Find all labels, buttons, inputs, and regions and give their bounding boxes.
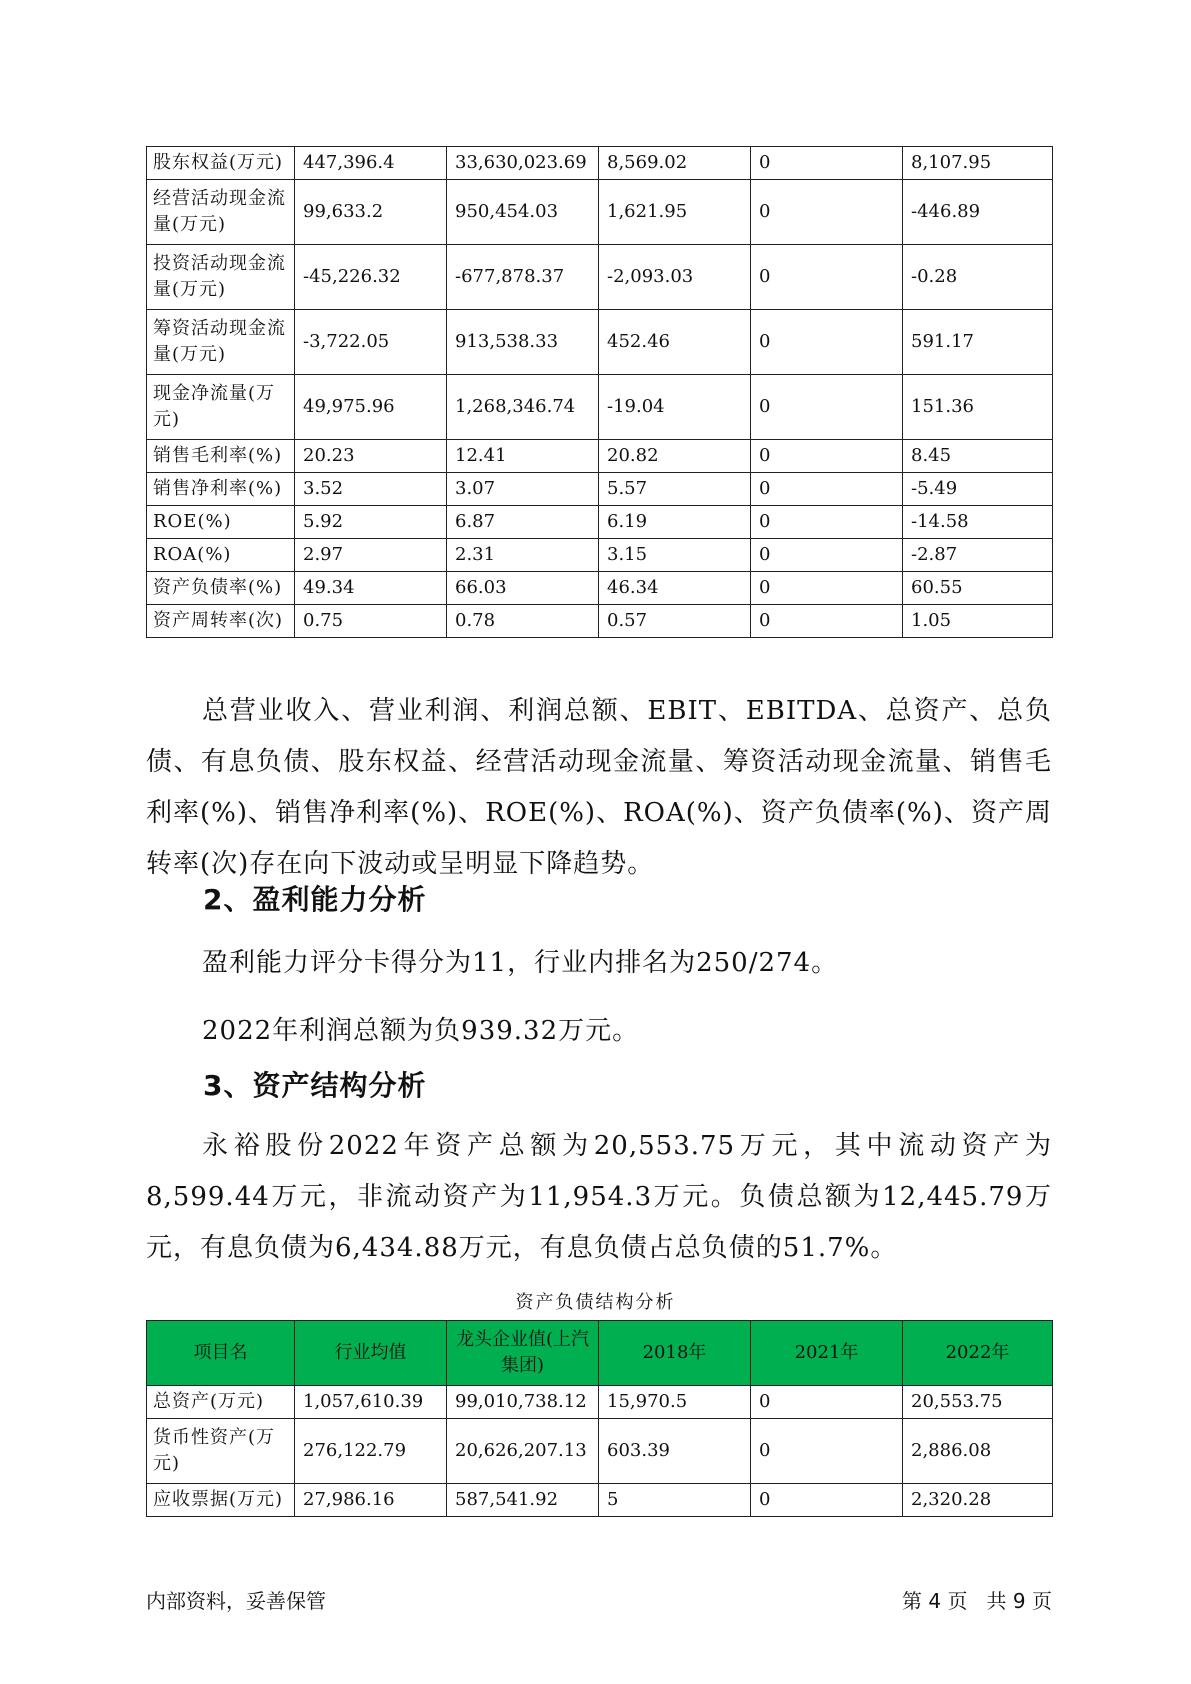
cell-2018: 6.19	[599, 506, 751, 539]
table-header-row	[147, 1321, 1053, 1386]
cell-leader: 0.78	[447, 605, 599, 638]
row-label: 资产负债率(%)	[147, 572, 295, 605]
table-row	[147, 375, 1053, 440]
cell-leader: 950,454.03	[447, 180, 599, 245]
section-heading-profitability: 2、盈利能力分析	[203, 883, 427, 916]
table-row	[147, 440, 1053, 473]
cell-2022: 60.55	[903, 572, 1053, 605]
cell-2018: 603.39	[599, 1419, 751, 1484]
cell-leader: 587,541.92	[447, 1484, 599, 1517]
cell-2018: 0.57	[599, 605, 751, 638]
cell-2022: -0.28	[903, 245, 1053, 310]
cell-2022: 8,107.95	[903, 147, 1053, 180]
trend-paragraph: 总营业收入、营业利润、利润总额、EBIT、EBITDA、总资产、总负债、有息负债、股东权益、经营活动现金流量、筹资活动现金流量、销售毛利率(%)、销售净利率(%)、ROE(%)、ROA(%)、资产负债率(%)、资产周转率(次)存在向下波动或呈明显下降趋势。	[146, 696, 1052, 879]
table-row	[147, 310, 1053, 375]
cell-industry-avg: 3.52	[295, 473, 447, 506]
cell-2021: 0	[751, 440, 903, 473]
cell-2021: 0	[751, 1386, 903, 1419]
cell-2021: 0	[751, 147, 903, 180]
row-label: 货币性资产(万元)	[147, 1419, 295, 1484]
cell-industry-avg: 20.23	[295, 440, 447, 473]
section-heading-asset-structure: 3、资产结构分析	[203, 1069, 427, 1102]
table-row	[147, 473, 1053, 506]
cell-2021: 0	[751, 245, 903, 310]
cell-industry-avg: 447,396.4	[295, 147, 447, 180]
cell-industry-avg: 49,975.96	[295, 375, 447, 440]
header-2021: 2021年	[751, 1321, 903, 1386]
cell-2018: 452.46	[599, 310, 751, 375]
cell-industry-avg: -3,722.05	[295, 310, 447, 375]
cell-2018: 5	[599, 1484, 751, 1517]
asset-structure-paragraph: 永裕股份2022年资产总额为20,553.75万元，其中流动资产为8,599.44万元，非流动资产为11,954.3万元。负债总额为12,445.79万元，有息负债为6,434.88万元，有息负债占总负债的51.7%。	[146, 1131, 1052, 1263]
row-label: 应收票据(万元)	[147, 1484, 295, 1517]
row-label: 股东权益(万元)	[147, 147, 295, 180]
footer-confidential-note: 内部资料，妥善保管	[146, 1589, 326, 1613]
row-label: 经营活动现金流量(万元)	[147, 180, 295, 245]
cell-2018: 5.57	[599, 473, 751, 506]
row-label: 资产周转率(次)	[147, 605, 295, 638]
cell-2022: 1.05	[903, 605, 1053, 638]
cell-2022: -446.89	[903, 180, 1053, 245]
row-label: 总资产(万元)	[147, 1386, 295, 1419]
profit-score-paragraph: 盈利能力评分卡得分为11，行业内排名为250/274。	[202, 948, 839, 978]
header-2022: 2022年	[903, 1321, 1053, 1386]
cell-2021: 0	[751, 605, 903, 638]
cell-leader: 2.31	[447, 539, 599, 572]
row-label: ROE(%)	[147, 506, 295, 539]
row-label: 筹资活动现金流量(万元)	[147, 310, 295, 375]
cell-2021: 0	[751, 180, 903, 245]
table-row	[147, 1386, 1053, 1419]
row-label: 现金净流量(万元)	[147, 375, 295, 440]
table-row	[147, 572, 1053, 605]
cell-2022: -5.49	[903, 473, 1053, 506]
cell-2022: 8.45	[903, 440, 1053, 473]
table-row	[147, 605, 1053, 638]
table-caption: 资产负债结构分析	[515, 1292, 676, 1313]
cell-2018: 8,569.02	[599, 147, 751, 180]
cell-2021: 0	[751, 539, 903, 572]
cell-leader: 99,010,738.12	[447, 1386, 599, 1419]
cell-2018: 46.34	[599, 572, 751, 605]
header-industry-avg: 行业均值	[295, 1321, 447, 1386]
cell-industry-avg: 0.75	[295, 605, 447, 638]
cell-2021: 0	[751, 375, 903, 440]
cell-2022: 20,553.75	[903, 1386, 1053, 1419]
cell-leader: 33,630,023.69	[447, 147, 599, 180]
row-label: 投资活动现金流量(万元)	[147, 245, 295, 310]
cell-leader: 1,268,346.74	[447, 375, 599, 440]
cell-leader: 20,626,207.13	[447, 1419, 599, 1484]
cell-industry-avg: -45,226.32	[295, 245, 447, 310]
profit-total-paragraph: 2022年利润总额为负939.32万元。	[202, 1016, 640, 1046]
asset-liability-structure-table	[146, 1320, 1053, 1517]
cell-2022: 2,886.08	[903, 1419, 1053, 1484]
table-row	[147, 1484, 1053, 1517]
cell-2021: 0	[751, 1484, 903, 1517]
cell-2021: 0	[751, 473, 903, 506]
cell-2022: 591.17	[903, 310, 1053, 375]
cell-2018: 15,970.5	[599, 1386, 751, 1419]
cell-leader: 12.41	[447, 440, 599, 473]
cell-2022: 2,320.28	[903, 1484, 1053, 1517]
table-row	[147, 506, 1053, 539]
cell-2021: 0	[751, 506, 903, 539]
footer-page-number: 第 4 页 共 9 页	[902, 1589, 1052, 1613]
cell-2022: 151.36	[903, 375, 1053, 440]
table-row	[147, 539, 1053, 572]
cell-2018: 3.15	[599, 539, 751, 572]
cell-2018: 20.82	[599, 440, 751, 473]
table-row	[147, 245, 1053, 310]
table-row	[147, 1419, 1053, 1484]
cell-industry-avg: 1,057,610.39	[295, 1386, 447, 1419]
row-label: 销售净利率(%)	[147, 473, 295, 506]
header-leader: 龙头企业值(上汽集团)	[447, 1321, 599, 1386]
financial-indicators-table	[146, 146, 1053, 638]
cell-2021: 0	[751, 1419, 903, 1484]
header-item-name: 项目名	[147, 1321, 295, 1386]
cell-2022: -2.87	[903, 539, 1053, 572]
cell-2018: -2,093.03	[599, 245, 751, 310]
cell-leader: 3.07	[447, 473, 599, 506]
cell-leader: 913,538.33	[447, 310, 599, 375]
table-row	[147, 180, 1053, 245]
cell-leader: 66.03	[447, 572, 599, 605]
cell-2021: 0	[751, 310, 903, 375]
cell-industry-avg: 99,633.2	[295, 180, 447, 245]
header-2018: 2018年	[599, 1321, 751, 1386]
row-label: 销售毛利率(%)	[147, 440, 295, 473]
cell-2022: -14.58	[903, 506, 1053, 539]
cell-2018: -19.04	[599, 375, 751, 440]
cell-industry-avg: 49.34	[295, 572, 447, 605]
cell-leader: -677,878.37	[447, 245, 599, 310]
cell-industry-avg: 2.97	[295, 539, 447, 572]
cell-industry-avg: 5.92	[295, 506, 447, 539]
row-label: ROA(%)	[147, 539, 295, 572]
table-row	[147, 147, 1053, 180]
cell-industry-avg: 276,122.79	[295, 1419, 447, 1484]
cell-2021: 0	[751, 572, 903, 605]
cell-leader: 6.87	[447, 506, 599, 539]
cell-industry-avg: 27,986.16	[295, 1484, 447, 1517]
cell-2018: 1,621.95	[599, 180, 751, 245]
